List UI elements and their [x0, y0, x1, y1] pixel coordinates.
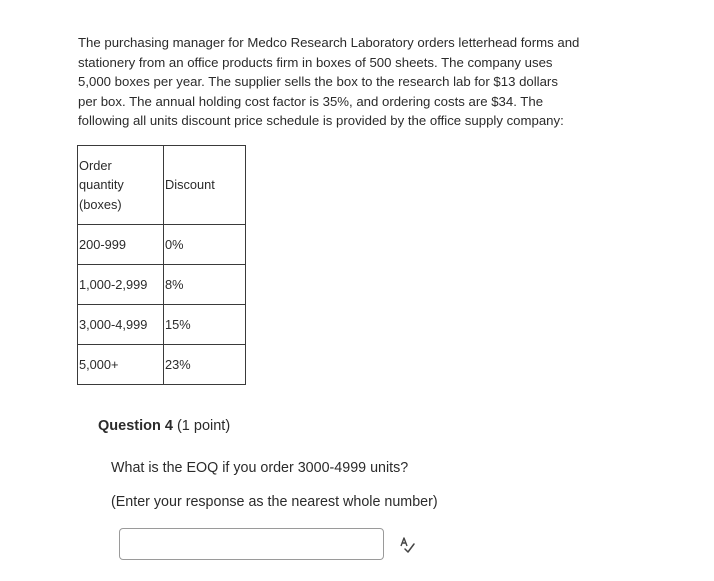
problem-line: stationery from an office products firm in boxes of 500 sheets. The company uses	[78, 54, 553, 70]
answer-input[interactable]	[119, 528, 384, 560]
quantity-cell: 1,000-2,999	[78, 265, 164, 305]
table-row	[78, 305, 246, 345]
question-number: Question 4	[98, 418, 173, 434]
header-discount: Discount	[164, 146, 246, 225]
problem-line: per box. The annual holding cost factor is 35%, and ordering costs are $34. The	[78, 93, 544, 109]
problem-line: 5,000 boxes per year. The supplier sells the box to the research lab for $13 dollars	[78, 74, 558, 90]
table-header-row	[78, 146, 246, 225]
table-row	[78, 225, 246, 265]
question-text: What is the EOQ if you order 3000-4999 units?	[111, 460, 409, 476]
problem-statement	[78, 33, 608, 131]
quantity-cell: 3,000-4,999	[78, 305, 164, 345]
header-order-quantity: Order quantity (boxes)	[78, 146, 164, 225]
problem-line: following all units discount price schedule is provided by the office supply company:	[78, 113, 564, 129]
question-hint: (Enter your response as the nearest whole number)	[111, 494, 438, 510]
quantity-cell: 5,000+	[78, 345, 164, 385]
question-heading	[98, 418, 230, 434]
discount-cell: 23%	[164, 345, 246, 385]
table-row	[78, 265, 246, 305]
question-points: (1 point)	[176, 418, 231, 434]
discount-schedule-table	[77, 145, 246, 385]
discount-cell: 15%	[164, 305, 246, 345]
problem-line: The purchasing manager for Medco Research Laboratory orders letterhead forms and	[78, 35, 580, 50]
discount-cell: 0%	[164, 225, 246, 265]
quantity-cell: 200-999	[78, 225, 164, 265]
spellcheck-icon[interactable]	[398, 536, 416, 554]
discount-cell: 8%	[164, 265, 246, 305]
table-row	[78, 345, 246, 385]
